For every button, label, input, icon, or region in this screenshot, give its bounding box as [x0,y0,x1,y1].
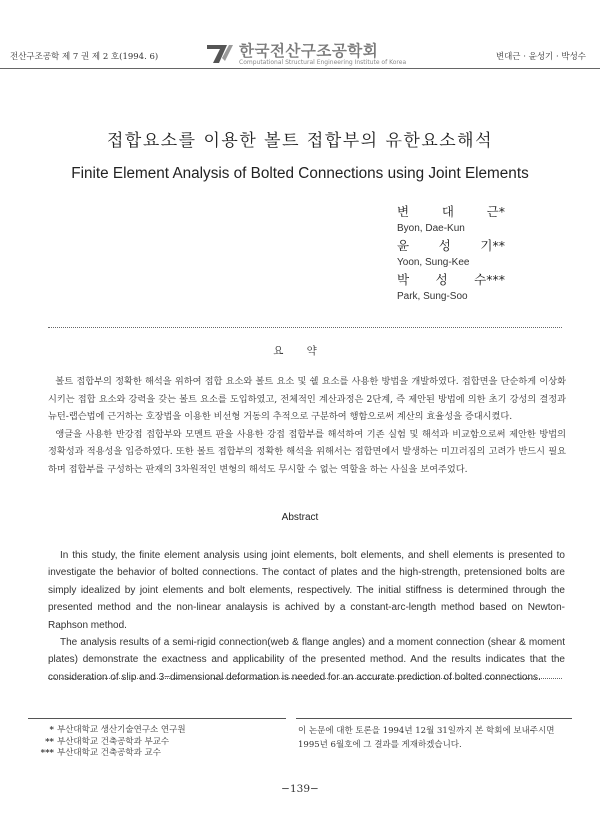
society-logo [205,42,406,66]
paper-title-ko: 접합요소를 이용한 볼트 접합부의 유한요소해석 [106,131,494,151]
header-rule [0,68,600,69]
author-name-ko: 변 대 근* [397,204,505,219]
affiliation-item: ** 부산대학교 건축공학과 부교수 [45,736,170,747]
author-block [397,203,587,305]
author-name-en: Yoon, Sung-Kee [397,257,470,268]
discussion-notice: 이 논문에 대한 토론을 1994년 12월 31일까지 본 학회에 보내주시면 1995년 6월호에 그 결과를 게재하겠습니다. [298,726,555,750]
footnote-rule [28,718,286,719]
running-authors: 변대근 · 윤성기 · 박성수 [495,52,586,62]
author-name-ko: 박 성 수*** [397,272,505,287]
author-name-en: Park, Sung-Soo [397,291,468,302]
affiliation-item: *** 부산대학교 건축공학과 교수 [40,748,161,758]
korean-abstract [48,373,566,479]
journal-info: 전산구조공학 제 7 권 제 2 호(1994. 6) [10,52,159,62]
footnote-rule [296,718,572,719]
society-emblem-icon [205,42,235,66]
author-name-en: Byon, Dae-Kun [397,223,465,234]
korean-abstract-heading: 요 약 [273,345,327,357]
english-abstract [48,547,565,686]
affiliation-item: * 부산대학교 생산기술연구소 연구원 [49,725,186,735]
divider-dotted [48,327,562,328]
page-number: −139− [281,783,319,795]
korean-abstract-paragraph: 볼트 접합부의 정확한 해석을 위하여 접합 요소와 볼트 요소 및 쉘 요소를 사용한 방법을 개발하였다. 접합면을 단순하게 이상화시키는 접합 요소와 강력을 갖는 볼트 요소를 도입하였고, 전체적인 계산과정은 2단계, 즉 제안된 방법에 의한 초기 강성의 결정과 뉴턴-랩슨법에 근거하는 호장법을 이용한 비선형 거동의 추적으로 구분하여 행함으로써 계산의 효율성을 증대시켰다. [48,376,566,423]
author-name-ko: 윤 성 기** [397,238,505,253]
affiliation-footnotes [28,725,186,760]
abstract-paragraph: In this study, the finite element analysis using joint elements, bolt elements, and shell elements is presented to investigate the behavior of bolted connections. The contact of plates and the high-strength, pretensioned bolts are simply idealized by joint elements and bolt elements, respectively. The initial stiffness is determined through the presented method and the non-linear analaysis is achived by a constant-arc-length method based on Newton-Raphson method. [48,550,565,631]
society-name-ko: 한국전산구조공학회 [239,41,379,60]
abstract-paragraph: The analysis results of a semi-rigid connection(web & flange angles) and a moment connection (shear & moment plates) demonstrate the exactness and applicability of the presented method. And the results indicates that the consideration of slip and 3−dimensional deformation is needed for an accurate prediction of bolted connections. [48,637,565,683]
korean-abstract-paragraph: 앵글을 사용한 반강접 접합부와 모멘트 판을 사용한 강접 접합부를 해석하여 기존 실험 및 해석과 비교함으로써 제안한 방법의 정확성과 적용성을 입증하였다. 또한 볼트 접합부의 정확한 해석을 위해서는 접합면에서 발생하는 미끄러짐의 고려가 반드시 필요하며 접합부를 구성하는 판재의 3차원적인 변형의 해석도 무시할 수 없는 역할을 하는 사실을 보여주었다. [48,428,566,475]
society-name-en: Computational Structural Engineering Institute of Korea [239,58,407,66]
divider-dotted [48,678,562,679]
abstract-heading: Abstract [281,512,319,523]
paper-title-en: Finite Element Analysis of Bolted Connections using Joint Elements [71,165,529,182]
